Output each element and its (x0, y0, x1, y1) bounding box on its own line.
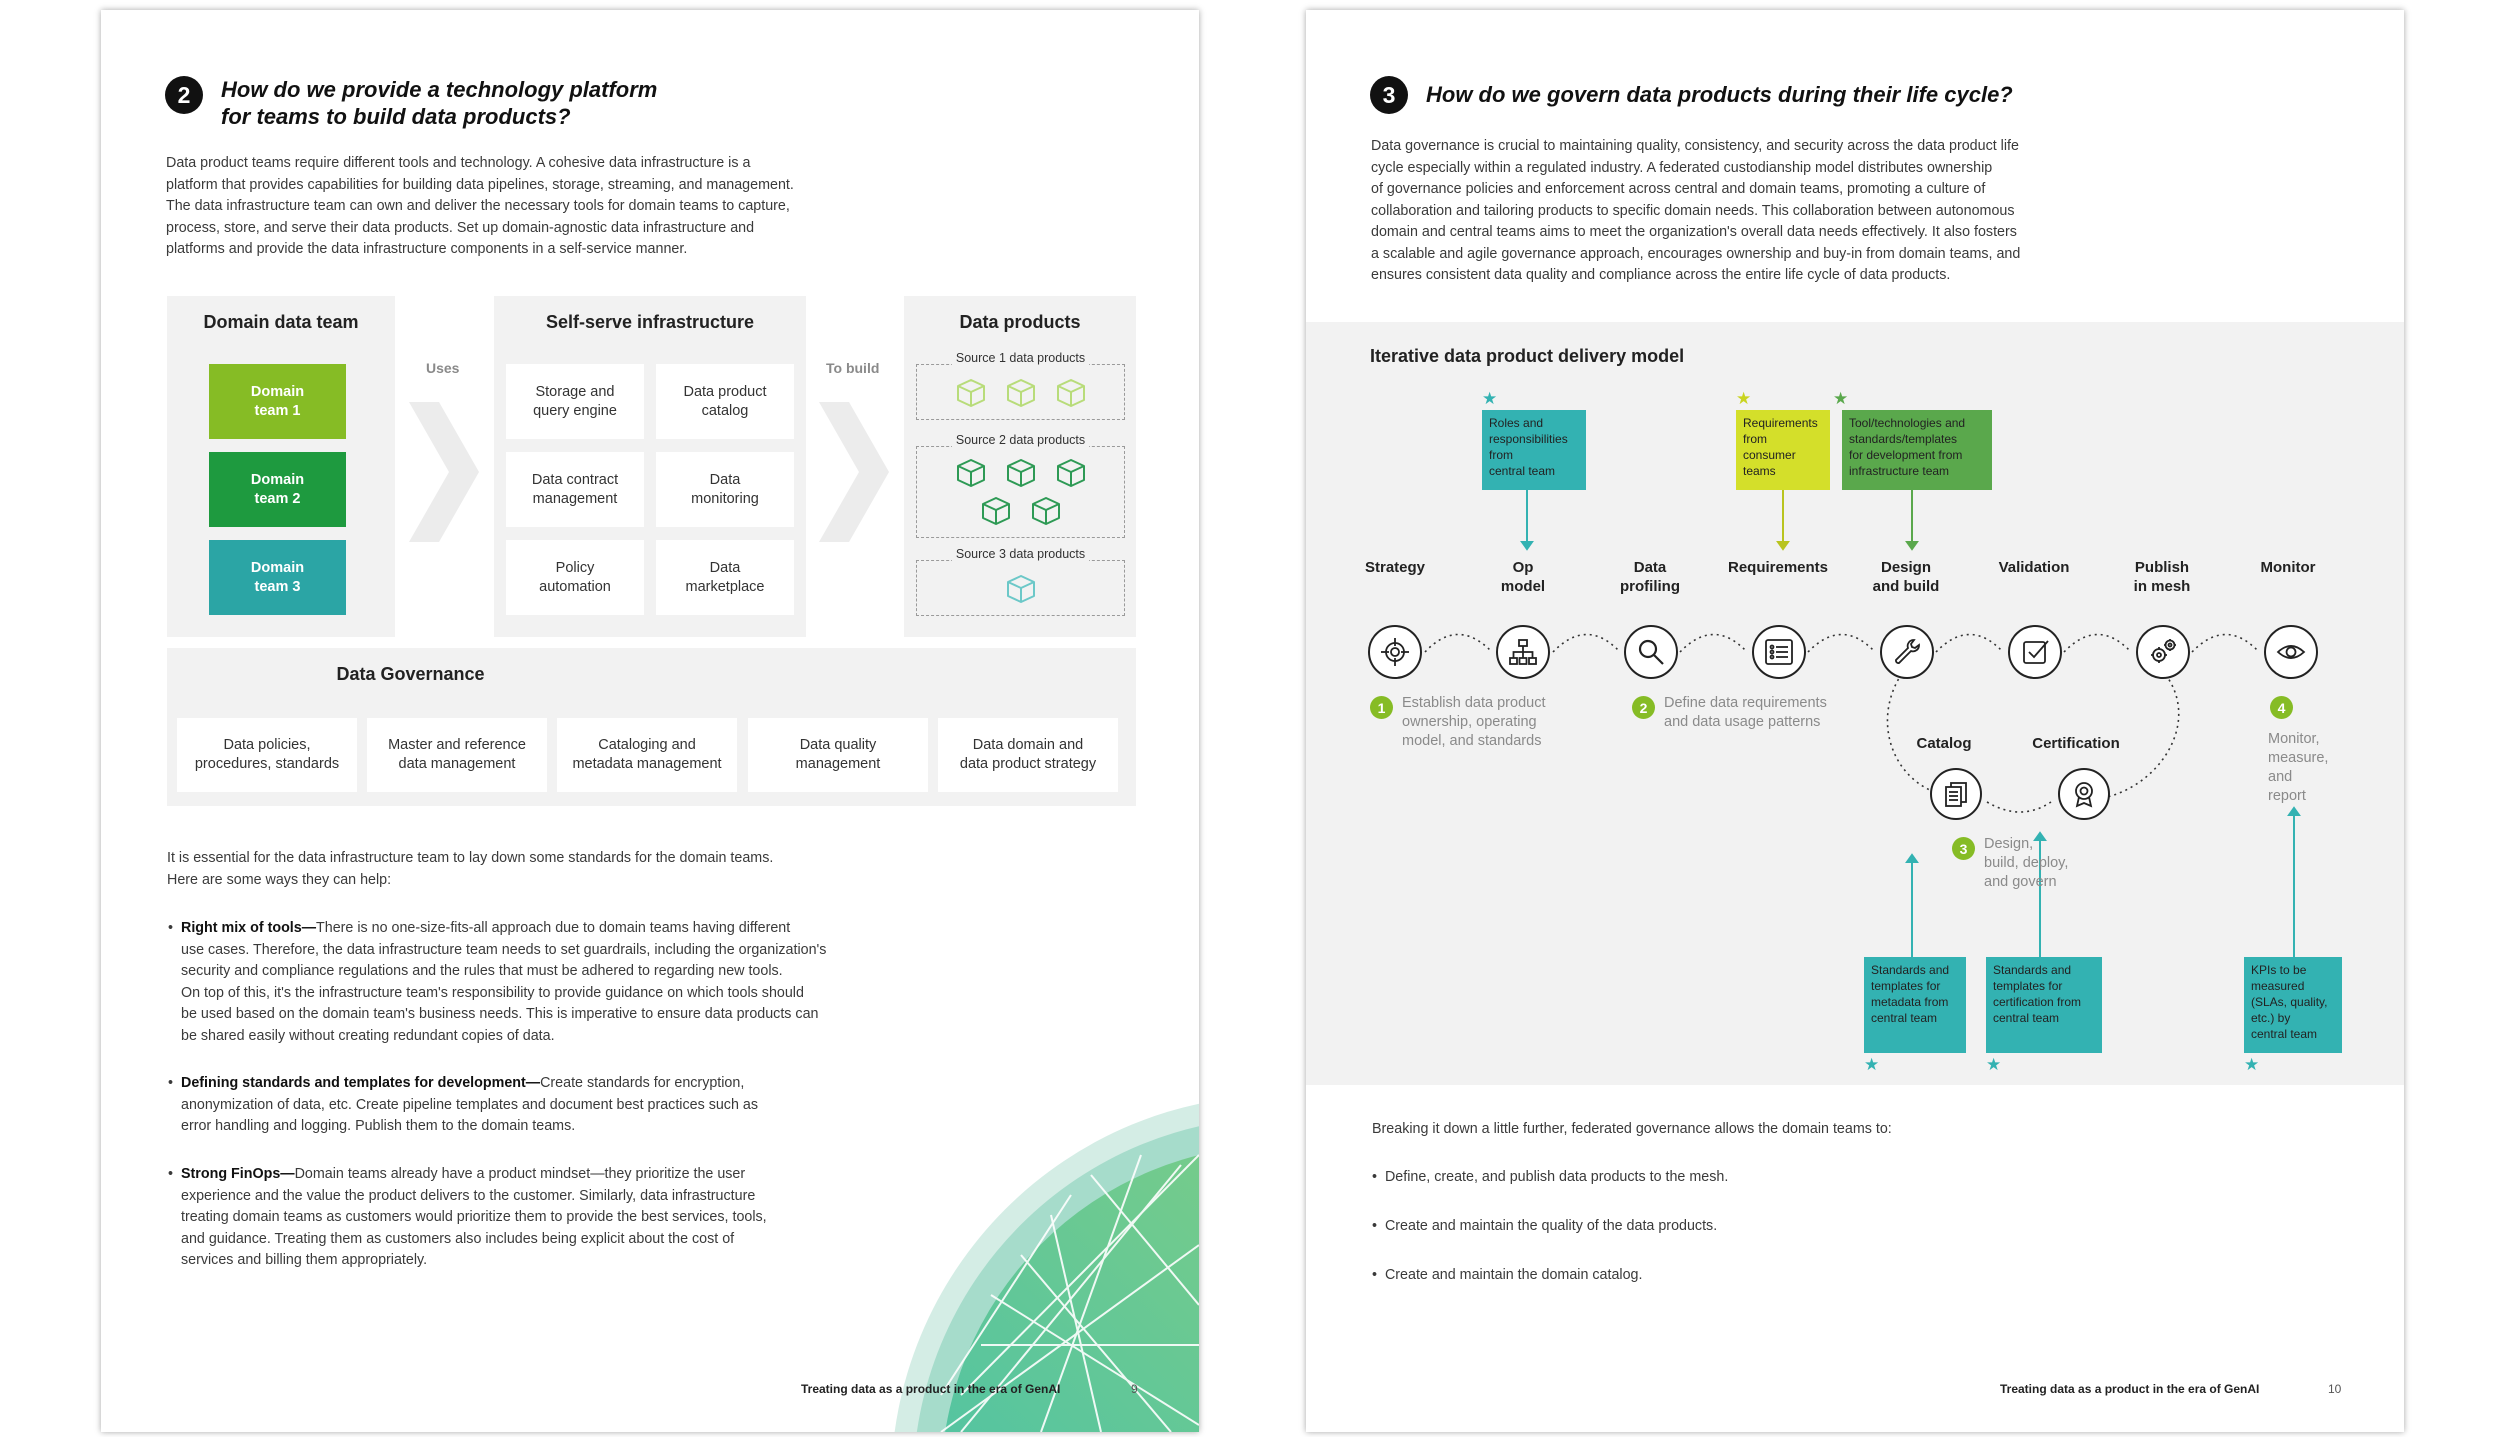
label: query engine (533, 402, 617, 419)
infra-item (506, 540, 644, 615)
data-product-cube-icon (1054, 457, 1088, 494)
chevron-arrow-icon (819, 402, 889, 542)
text-line: It is essential for the data infrastructure team to lay down some standards for the domain teams. (167, 850, 774, 866)
text-line: services and billing them appropriately. (181, 1252, 428, 1268)
label: Domain (250, 559, 305, 576)
label: Data product (683, 383, 767, 400)
data-product-cube-icon (1004, 377, 1038, 414)
page-10 (1306, 10, 2404, 1432)
data-product-cube-icon (1004, 573, 1038, 610)
text-line: KPIs to be (2251, 963, 2307, 977)
bullet-dot: • (1372, 1169, 1385, 1185)
wrench-icon (1880, 625, 1934, 679)
label: Policy (555, 559, 595, 576)
bullet-dot: • (1372, 1218, 1385, 1234)
data-product-cube-icon (954, 457, 988, 494)
text-line: teams (1743, 464, 1776, 478)
substage-label: Certification (2032, 735, 2120, 752)
text-line: Design, (1984, 836, 2034, 852)
text-line: and govern (1984, 874, 2057, 890)
text-line: Here are some ways they can help: (167, 871, 392, 888)
text-line: certification from (1993, 995, 2082, 1009)
breakdown-item (1372, 1216, 1717, 1237)
label: Source 2 data products (952, 433, 1089, 447)
text-line: standards/templates (1849, 432, 1958, 446)
text-line: Data governance is crucial to maintaining quality, consistency, and security across the data product life (1371, 138, 2019, 154)
step-text (1402, 694, 1545, 751)
text-line: central team (1871, 1011, 1938, 1025)
text-line: templates for (1871, 979, 1941, 993)
text-line: and (2268, 769, 2293, 785)
source-label (917, 547, 1124, 561)
text-line: templates for (1993, 979, 2063, 993)
target-icon (1368, 625, 1422, 679)
data-governance-panel (167, 648, 1136, 806)
text-line: ownership, operating (1402, 714, 1537, 730)
delivery-model-panel (1306, 322, 2404, 1085)
text-line: metadata from (1871, 995, 1949, 1009)
callout-roles (1482, 410, 1586, 490)
callout-requirements (1736, 410, 1830, 490)
text-line: measure, (2268, 750, 2329, 766)
label: profiling (1620, 578, 1680, 595)
intro-paragraph (166, 153, 794, 261)
callout-kpis (2244, 957, 2342, 1053)
self-serve-infrastructure-panel (494, 296, 806, 637)
callout-metadata-standards (1864, 957, 1966, 1053)
eye-icon (2264, 625, 2318, 679)
question-number: 2 (165, 76, 203, 114)
section-heading (165, 76, 657, 130)
text-line: platforms and provide the data infrastructure components in a self-service manner. (166, 241, 688, 257)
callout-tools (1842, 410, 1992, 490)
bullet-dot: • (168, 1075, 174, 1091)
label: Master and reference (388, 737, 526, 753)
page-number: 10 (2328, 1382, 2342, 1396)
page-number: 9 (1131, 1382, 1138, 1396)
text-line: use cases. Therefore, the data infrastructure team needs to set guardrails, including the organization's (181, 941, 827, 958)
stage-label (1974, 558, 2094, 577)
text-line: from (1489, 448, 1513, 462)
text-line: measured (2251, 979, 2305, 993)
text-line: and data usage patterns (1664, 714, 1821, 730)
stage-label (1463, 558, 1583, 596)
text-line: process, store, and serve their data products. Set up domain-agnostic data infrastructure and (166, 219, 755, 236)
text-line: responsibilities (1489, 432, 1568, 446)
star-icon: ★ (1833, 389, 1849, 408)
infra-item (656, 452, 794, 527)
text-line: Standards and (1993, 963, 2072, 977)
source-2-products (916, 433, 1125, 538)
bullet-defining-standards (168, 1073, 758, 1138)
question-number: 3 (1370, 76, 1408, 114)
text-line: etc.) by (2251, 1011, 2291, 1025)
governance-item (177, 718, 357, 792)
label: in mesh (2133, 578, 2191, 595)
text-line: build, deploy, (1984, 855, 2069, 871)
text-line: be shared easily without creating redundant copies of data. (181, 1027, 555, 1044)
label: Domain (250, 471, 305, 488)
text-line: central team (1489, 464, 1556, 478)
data-product-cube-icon (979, 495, 1013, 532)
title-line: for teams to build data products? (221, 104, 571, 129)
label: team 2 (254, 490, 301, 507)
org-chart-icon (1496, 625, 1550, 679)
text-line: On top of this, it's the infrastructure team's responsibility to provide guidance on which tools should (181, 984, 804, 1001)
label: model (1500, 578, 1546, 595)
step-number: 4 (2270, 696, 2293, 719)
text-line: Monitor, (2268, 731, 2320, 747)
label: Data (709, 471, 741, 488)
label: Data (1633, 559, 1667, 576)
source-3-products (916, 547, 1125, 616)
stage-label (1590, 558, 1710, 596)
governance-item (938, 718, 1118, 792)
page-footer: Treating data as a product in the era of GenAI (801, 1382, 1061, 1396)
label: Source 3 data products (952, 547, 1089, 561)
text-line: be used based on the domain team's business needs. This is imperative to ensure data products can (181, 1006, 819, 1022)
text-line: Standards and (1871, 963, 1950, 977)
source-1-products (916, 351, 1125, 420)
documents-icon (1930, 768, 1982, 820)
text-line: platform that provides capabilities for building data pipelines, storage, streaming, and management. (166, 176, 794, 193)
infra-item (656, 540, 794, 615)
label: Publish (2134, 559, 2190, 576)
text-line: The data infrastructure team can own and deliver the necessary tools for domain teams to capture, (166, 198, 790, 214)
source-label (917, 433, 1124, 447)
text-line: treating domain teams as customers would prioritize them to provide the best services, tools, (181, 1209, 767, 1225)
infra-item (506, 364, 644, 439)
stage-label (1718, 558, 1838, 577)
text-line: from (1743, 432, 1767, 446)
label: management (532, 490, 618, 507)
panel-title: Domain data team (203, 312, 359, 332)
data-product-cube-icon (1004, 457, 1038, 494)
label: Validation (1998, 559, 2070, 576)
star-icon: ★ (1986, 1055, 2002, 1074)
label: Source 1 data products (952, 351, 1089, 365)
text-line: collaboration and tailoring products to specific domain needs. This collaboration between autonomous (1371, 202, 2015, 219)
uses-label: Uses (426, 360, 460, 376)
bullet-heading: Strong FinOps— (181, 1166, 295, 1182)
domain-team-3 (209, 540, 346, 615)
page-footer: Treating data as a product in the era of GenAI (2000, 1382, 2260, 1396)
label: Domain (250, 383, 305, 400)
text-line: consumer (1743, 448, 1796, 462)
domain-data-team-panel (167, 296, 395, 637)
checkbox-icon (2008, 625, 2062, 679)
label: marketplace (685, 578, 765, 595)
panel-title: Self-serve infrastructure (545, 312, 755, 332)
label: Data (709, 559, 741, 576)
section-heading (1370, 76, 2013, 114)
bullet-strong-finops (168, 1164, 767, 1272)
stage-label (1335, 558, 1455, 577)
step-text (1664, 694, 1827, 732)
data-product-cube-icon (954, 377, 988, 414)
label: Op (1512, 559, 1534, 576)
domain-team-2 (209, 452, 346, 527)
text-line: and guidance. Treating them as customers also includes being explicit about the cost of (181, 1230, 735, 1247)
text-line: Create and maintain the domain catalog. (1384, 1267, 1643, 1283)
label: Requirements (1727, 559, 1829, 576)
text-line: ensures consistent data quality and compliance across the entire life cycle of data products. (1371, 267, 1951, 283)
label: Data domain and (972, 737, 1084, 753)
stage-label (2228, 558, 2348, 577)
label: procedures, standards (194, 756, 340, 772)
bullet-heading: Right mix of tools— (181, 920, 317, 936)
domain-team-1 (209, 364, 346, 439)
stage-label (2102, 558, 2222, 596)
panel-title: Data products (959, 312, 1081, 332)
step-number: 3 (1952, 837, 1975, 860)
panel-title: Data Governance (336, 664, 485, 684)
text-line: (SLAs, quality, (2251, 995, 2328, 1009)
bullet-right-mix-of-tools (168, 918, 827, 1047)
label: Data contract (531, 471, 619, 488)
label: data management (398, 756, 516, 772)
text-line: a scalable and agile governance approach, encourages ownership and buy-in from domain teams, and (1371, 245, 2021, 262)
list-icon (1752, 625, 1806, 679)
text-line: Domain teams already have a product mindset—they prioritize the user (294, 1166, 746, 1182)
stage-label (1846, 558, 1966, 596)
text-line: Establish data product (1402, 695, 1546, 711)
intro-paragraph (1371, 136, 2020, 287)
breakdown-item (1372, 1265, 1642, 1286)
text-line: error handling and logging. Publish them to the domain teams. (181, 1118, 576, 1134)
text-line: domain and central teams aims to meet the organization's overall data needs effectively. It also fosters (1371, 224, 2017, 240)
infra-item (506, 452, 644, 527)
text-line: Define, create, and publish data products to the mesh. (1384, 1169, 1729, 1185)
bullet-dot: • (168, 1166, 174, 1182)
label: catalog (701, 402, 749, 419)
substage-label: Catalog (1916, 735, 1972, 752)
magnifier-icon (1624, 625, 1678, 679)
step-text (2268, 730, 2328, 806)
star-icon: ★ (1864, 1055, 1880, 1074)
label: Design (1880, 559, 1931, 576)
label: automation (539, 578, 611, 595)
page-9 (101, 10, 1199, 1432)
text-line: for development from (1849, 448, 1963, 462)
title-line: How do we provide a technology platform (221, 77, 658, 102)
text-line: anonymization of data, etc. Create pipeline templates and document best practices such as (181, 1096, 758, 1113)
label: team 3 (254, 578, 301, 595)
label: Data quality (799, 737, 877, 753)
label: Strategy (1364, 559, 1426, 576)
text-line: There is no one-size-fits-all approach due to domain teams having different (316, 920, 791, 936)
text-line: experience and the value the product delivers to the customer. Similarly, data infrastructure (181, 1187, 756, 1204)
data-product-cube-icon (1054, 377, 1088, 414)
model-title: Iterative data product delivery model (1370, 346, 1685, 366)
label: and build (1872, 578, 1940, 595)
governance-item (748, 718, 928, 792)
text-line: Define data requirements (1664, 695, 1827, 711)
label: monitoring (691, 490, 759, 507)
data-products-panel (904, 296, 1136, 637)
step-number: 1 (1370, 696, 1393, 719)
label: Data policies, (223, 737, 311, 753)
text-line: Create and maintain the quality of the data products. (1384, 1218, 1718, 1234)
label: Cataloging and (598, 737, 696, 753)
text-line: security and compliance regulations and the rules that must be adhered to regarding new tools. (181, 963, 783, 979)
breakdown-intro: Breaking it down a little further, federated governance allows the domain teams to: (1372, 1121, 1892, 1137)
step-number: 2 (1632, 696, 1655, 719)
text-line: Roles and (1489, 416, 1544, 430)
text-line: cycle especially within a regulated industry. A federated custodianship model distributes ownership (1371, 159, 1993, 176)
step-text (1984, 835, 2068, 892)
governance-item (557, 718, 737, 792)
text-line: model, and standards (1402, 733, 1542, 749)
bullet-heading: Defining standards and templates for development— (181, 1075, 541, 1091)
star-icon: ★ (1482, 389, 1498, 408)
callout-certification-standards (1986, 957, 2102, 1053)
data-product-cube-icon (1029, 495, 1063, 532)
page-title: How do we govern data products during their life cycle? (1426, 82, 2013, 107)
text-line: central team (2251, 1027, 2318, 1041)
infra-item (656, 364, 794, 439)
label: Storage and (535, 383, 615, 400)
star-icon: ★ (1736, 389, 1752, 408)
text-line: Data product teams require different tools and technology. A cohesive data infrastructure is a (166, 155, 751, 171)
text-line: Tool/technologies and (1849, 416, 1966, 430)
breakdown-item (1372, 1167, 1728, 1188)
label: management (795, 756, 881, 772)
bullet-dot: • (1372, 1267, 1385, 1283)
governance-item (367, 718, 547, 792)
bullet-dot: • (168, 920, 174, 936)
label: data product strategy (959, 756, 1097, 772)
text-line: Requirements (1743, 416, 1818, 430)
to-build-label: To build (826, 360, 880, 376)
text-line: report (2268, 788, 2306, 804)
source-label (917, 351, 1124, 365)
gears-icon (2136, 625, 2190, 679)
page-title (221, 76, 657, 130)
label: metadata management (572, 756, 722, 772)
standards-intro (167, 848, 773, 891)
text-line: central team (1993, 1011, 2060, 1025)
star-icon: ★ (2244, 1055, 2260, 1074)
award-icon (2058, 768, 2110, 820)
text-line: infrastructure team (1849, 464, 1950, 478)
chevron-arrow-icon (409, 402, 479, 542)
label: Monitor (2260, 559, 2316, 576)
text-line: of governance policies and enforcement across central and domain teams, promoting a culture of (1371, 181, 1986, 197)
label: team 1 (254, 402, 301, 419)
text-line: Create standards for encryption, (540, 1075, 745, 1091)
